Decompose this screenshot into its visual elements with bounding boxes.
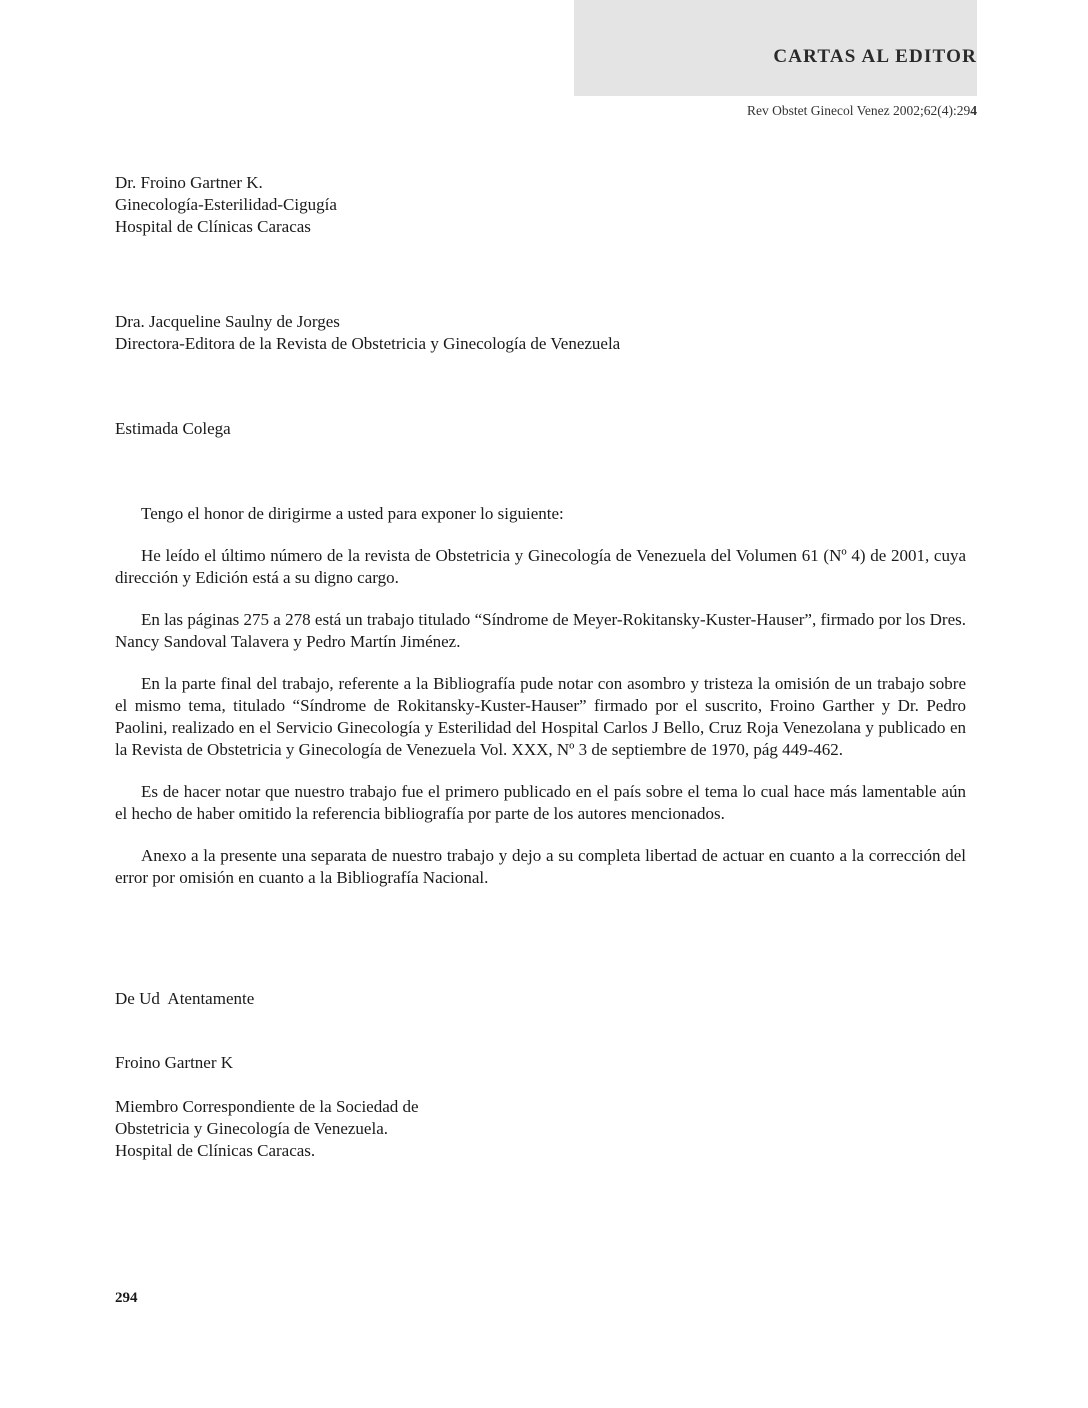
body-paragraph: Es de hacer notar que nuestro trabajo fue el primero publicado en el país sobre el tema lo cual hace más lamentable aún el hecho de haber omitido la referencia bibliografía por parte de los autores mencionados.	[115, 782, 966, 823]
body-paragraph: He leído el último número de la revista de Obstetricia y Ginecología de Venezuela del Volumen 61 (Nº 4) de 2001, cuya dirección y Edición está a su digno cargo.	[115, 546, 966, 587]
sender-name: Dr. Froino Gartner K.	[115, 173, 263, 192]
affiliation-line: Miembro Correspondiente de la Sociedad de	[115, 1097, 419, 1116]
sender-specialty: Ginecología-Esterilidad-Cigugía	[115, 195, 337, 214]
recipient-block	[115, 311, 620, 355]
signer-name: Froino Gartner K	[115, 1053, 234, 1072]
citation-text: Rev Obstet Ginecol Venez 2002;62(4):29	[747, 103, 971, 118]
signer-affiliation	[115, 1096, 419, 1162]
greeting: Estimada Colega	[115, 419, 231, 438]
body-paragraph: Anexo a la presente una separata de nuestro trabajo y dejo a su completa libertad de actuar en cuanto a la corrección del error por omisión en cuanto a la Bibliografía Nacional.	[115, 846, 966, 887]
letter-body	[115, 503, 966, 909]
affiliation-line: Obstetricia y Ginecología de Venezuela.	[115, 1119, 388, 1138]
sender-block	[115, 172, 337, 238]
page-number: 294	[115, 1290, 138, 1306]
recipient-title: Directora-Editora de la Revista de Obstetricia y Ginecología de Venezuela	[115, 334, 621, 353]
body-paragraph: En la parte final del trabajo, referente a la Bibliografía pude notar con asombro y tristeza la omisión de un trabajo sobre el mismo tema, titulado “Síndrome de Rokitansky-Kuster-Hauser” firmado por el suscrito, Froino Garther y Dr. Pedro Paolini, realizado en el Servicio Ginecología y Esterilidad del Hospital Carlos J Bello, Cruz Roja Venezolana y publicado en la Revista de Obstetricia y Ginecología de Venezuela Vol. XXX, Nº 3 de septiembre de 1970, pág 449-462.	[115, 674, 966, 759]
sender-hospital: Hospital de Clínicas Caracas	[115, 217, 311, 236]
citation-page-suffix: 4	[970, 103, 977, 118]
recipient-name: Dra. Jacqueline Saulny de Jorges	[115, 312, 340, 331]
body-paragraph: Tengo el honor de dirigirme a usted para exponer lo siguiente:	[141, 504, 564, 523]
closing-text: De Ud Atentamente	[115, 989, 255, 1008]
body-paragraph: En las páginas 275 a 278 está un trabajo titulado “Síndrome de Meyer-Rokitansky-Kuster-Hauser”, firmado por los Dres. Nancy Sandoval Talavera y Pedro Martín Jiménez.	[115, 610, 966, 651]
journal-citation	[747, 103, 977, 119]
section-title: CARTAS AL EDITOR	[773, 46, 977, 67]
affiliation-line: Hospital de Clínicas Caracas.	[115, 1141, 316, 1160]
closing	[115, 988, 254, 1010]
